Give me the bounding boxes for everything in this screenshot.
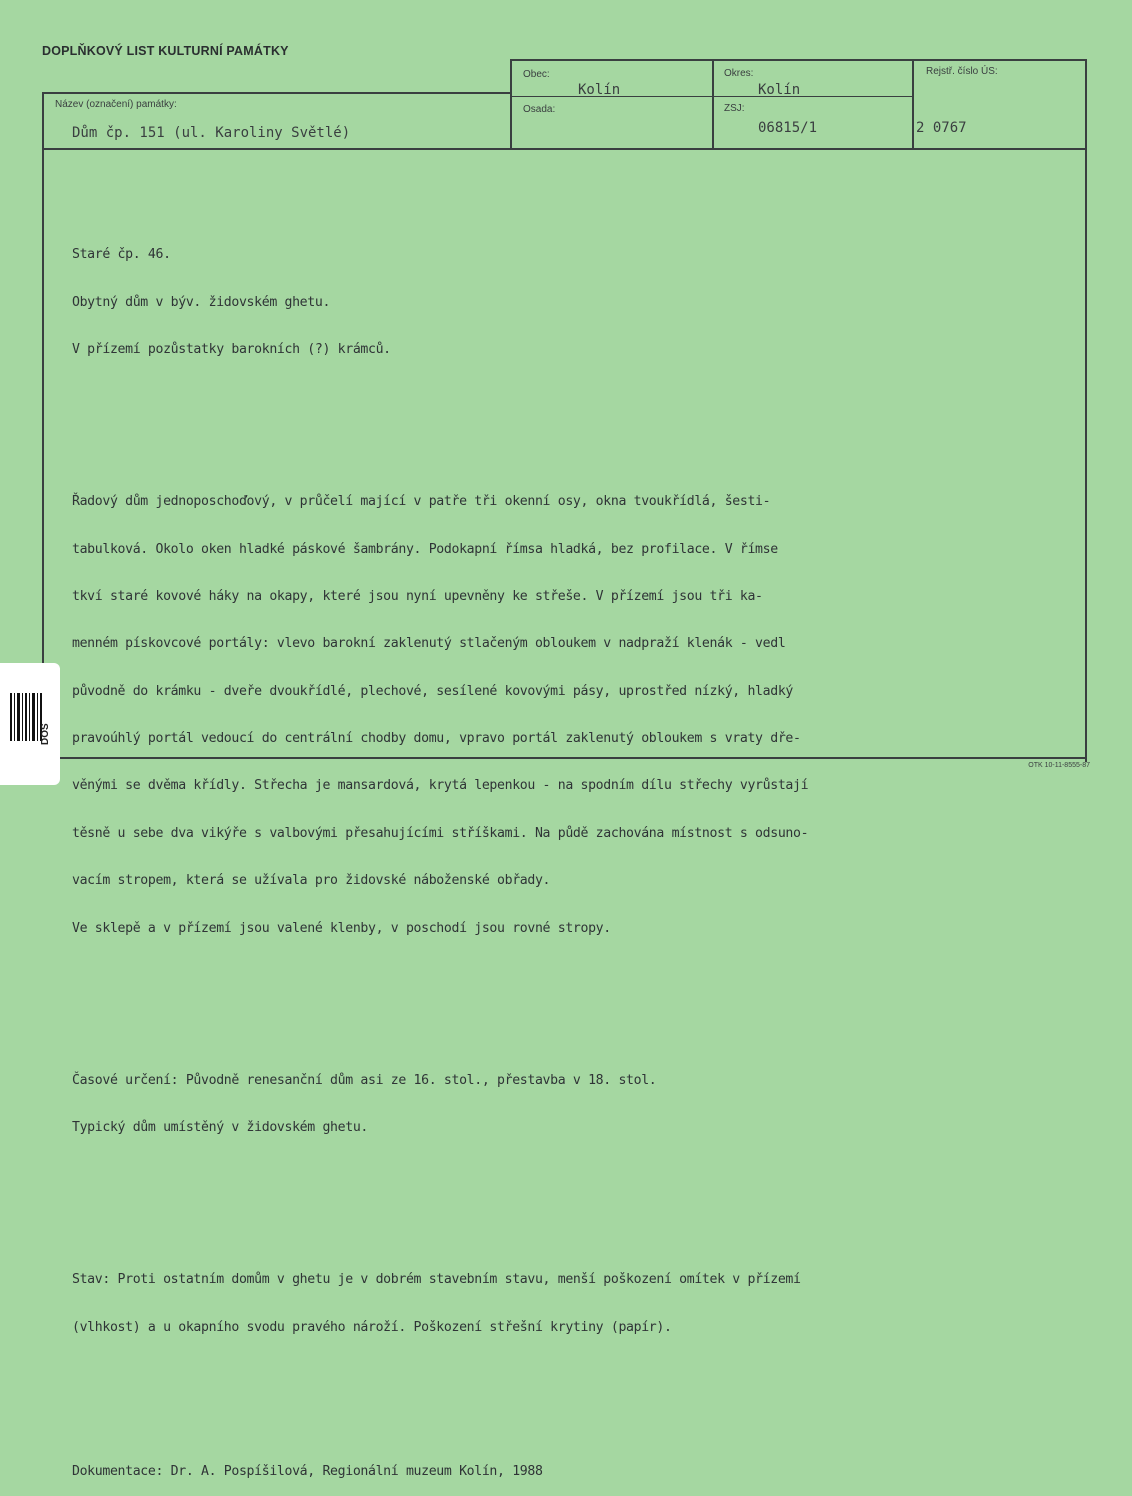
frame-top-right	[510, 59, 1087, 61]
dokumentace-line: Dokumentace: Dr. A. Pospíšilová, Regionální muzeum Kolín, 1988	[72, 1464, 543, 1480]
text-line: vacím stropem, která se užívala pro židovské náboženské obřady.	[72, 873, 551, 889]
nazev-label: Název (označení) památky:	[55, 99, 177, 110]
text-line: Typický dům umístěný v židovském ghetu.	[72, 1120, 368, 1136]
text-line: (vlhkost) a u okapního svodu pravého nároží. Poškození střešní krytiny (papír).	[72, 1319, 672, 1335]
nazev-value: Dům čp. 151 (ul. Karoliny Světlé)	[72, 125, 351, 141]
barcode-label: DOS	[40, 723, 51, 745]
frame-top-left	[42, 92, 511, 94]
text-line: Časové určení: Původně renesanční dům asi ze 16. stol., přestavba v 18. stol.	[72, 1072, 657, 1088]
text-line: Stav: Proti ostatním domům v ghetu je v dobrém stavebním stavu, menší poškození omítek v přízemí	[72, 1272, 801, 1288]
description-text	[72, 184, 1072, 1496]
text-line: původně do krámku - dveře dvoukřídlé, plechové, sesílené kovovými pásy, uprostřed nízký, hladký	[72, 683, 794, 699]
form-code: OTK 10-11-8555-87	[1028, 762, 1090, 769]
paragraph-3	[72, 1041, 1072, 1167]
divider-1	[510, 59, 512, 149]
osada-label: Osada:	[523, 104, 556, 115]
okres-label: Okres:	[724, 68, 754, 79]
text-line: Řadový dům jednoposchoďový, v průčelí mající v patře tři okenní osy, okna tvoukřídlá, šesti-	[72, 494, 771, 510]
paragraph-1	[72, 216, 1072, 390]
text-line: Ve sklepě a v přízemí jsou valené klenby, v poschodí jsou rovné stropy.	[72, 920, 611, 936]
text-line: pravoúhlý portál vedoucí do centrální chodby domu, vpravo portál zaklenutý obloukem s vraty dře-	[72, 731, 801, 747]
text-line: tkví staré kovové háky na okapy, které jsou nyní upevněny ke střeše. V přízemí jsou tři ka-	[72, 588, 763, 604]
text-line: Obytný dům v býv. židovském ghetu.	[72, 294, 331, 310]
obec-value: Kolín	[578, 82, 621, 98]
paragraph-2	[72, 463, 1072, 969]
barcode-icon	[10, 693, 42, 741]
text-line: věnými se dvěma křídly. Střecha je mansardová, krytá lepenkou - na spodním dílu střechy vyrůstají	[72, 778, 809, 794]
zsj-label: ZSJ:	[724, 103, 745, 114]
rejstr-label: Rejstř. číslo ÚS:	[926, 66, 998, 77]
frame-left	[42, 92, 44, 762]
paragraph-4	[72, 1241, 1072, 1367]
divider-3	[912, 59, 914, 149]
frame-right	[1085, 59, 1087, 762]
text-line: Staré čp. 46.	[72, 247, 171, 263]
text-line: V přízemí pozůstatky barokních (?) krámců.	[72, 341, 391, 357]
divider-mid-2	[712, 96, 912, 97]
text-line: menném pískovcové portály: vlevo barokní zaklenutý stlačeným obloukem v nadpraží klenák - vedl	[72, 636, 786, 652]
okres-value: Kolín	[758, 82, 801, 98]
zsj-value: 06815/1	[758, 120, 818, 136]
barcode-sticker	[0, 663, 60, 785]
divider-2	[712, 59, 714, 149]
rejstr-value: 2 0767	[916, 120, 967, 136]
text-line: těsně u sebe dva vikýře s valbovými přesahujícími stříškami. Na půdě zachována místnost s odsuno-	[72, 825, 809, 841]
form-title: DOPLŇKOVÝ LIST KULTURNÍ PAMÁTKY	[42, 44, 289, 58]
text-line: tabulková. Okolo oken hladké páskové šambrány. Podokapní římsa hladká, bez profilace. V římse	[72, 541, 778, 557]
frame-header-bottom	[42, 148, 1087, 150]
obec-label: Obec:	[523, 69, 550, 80]
